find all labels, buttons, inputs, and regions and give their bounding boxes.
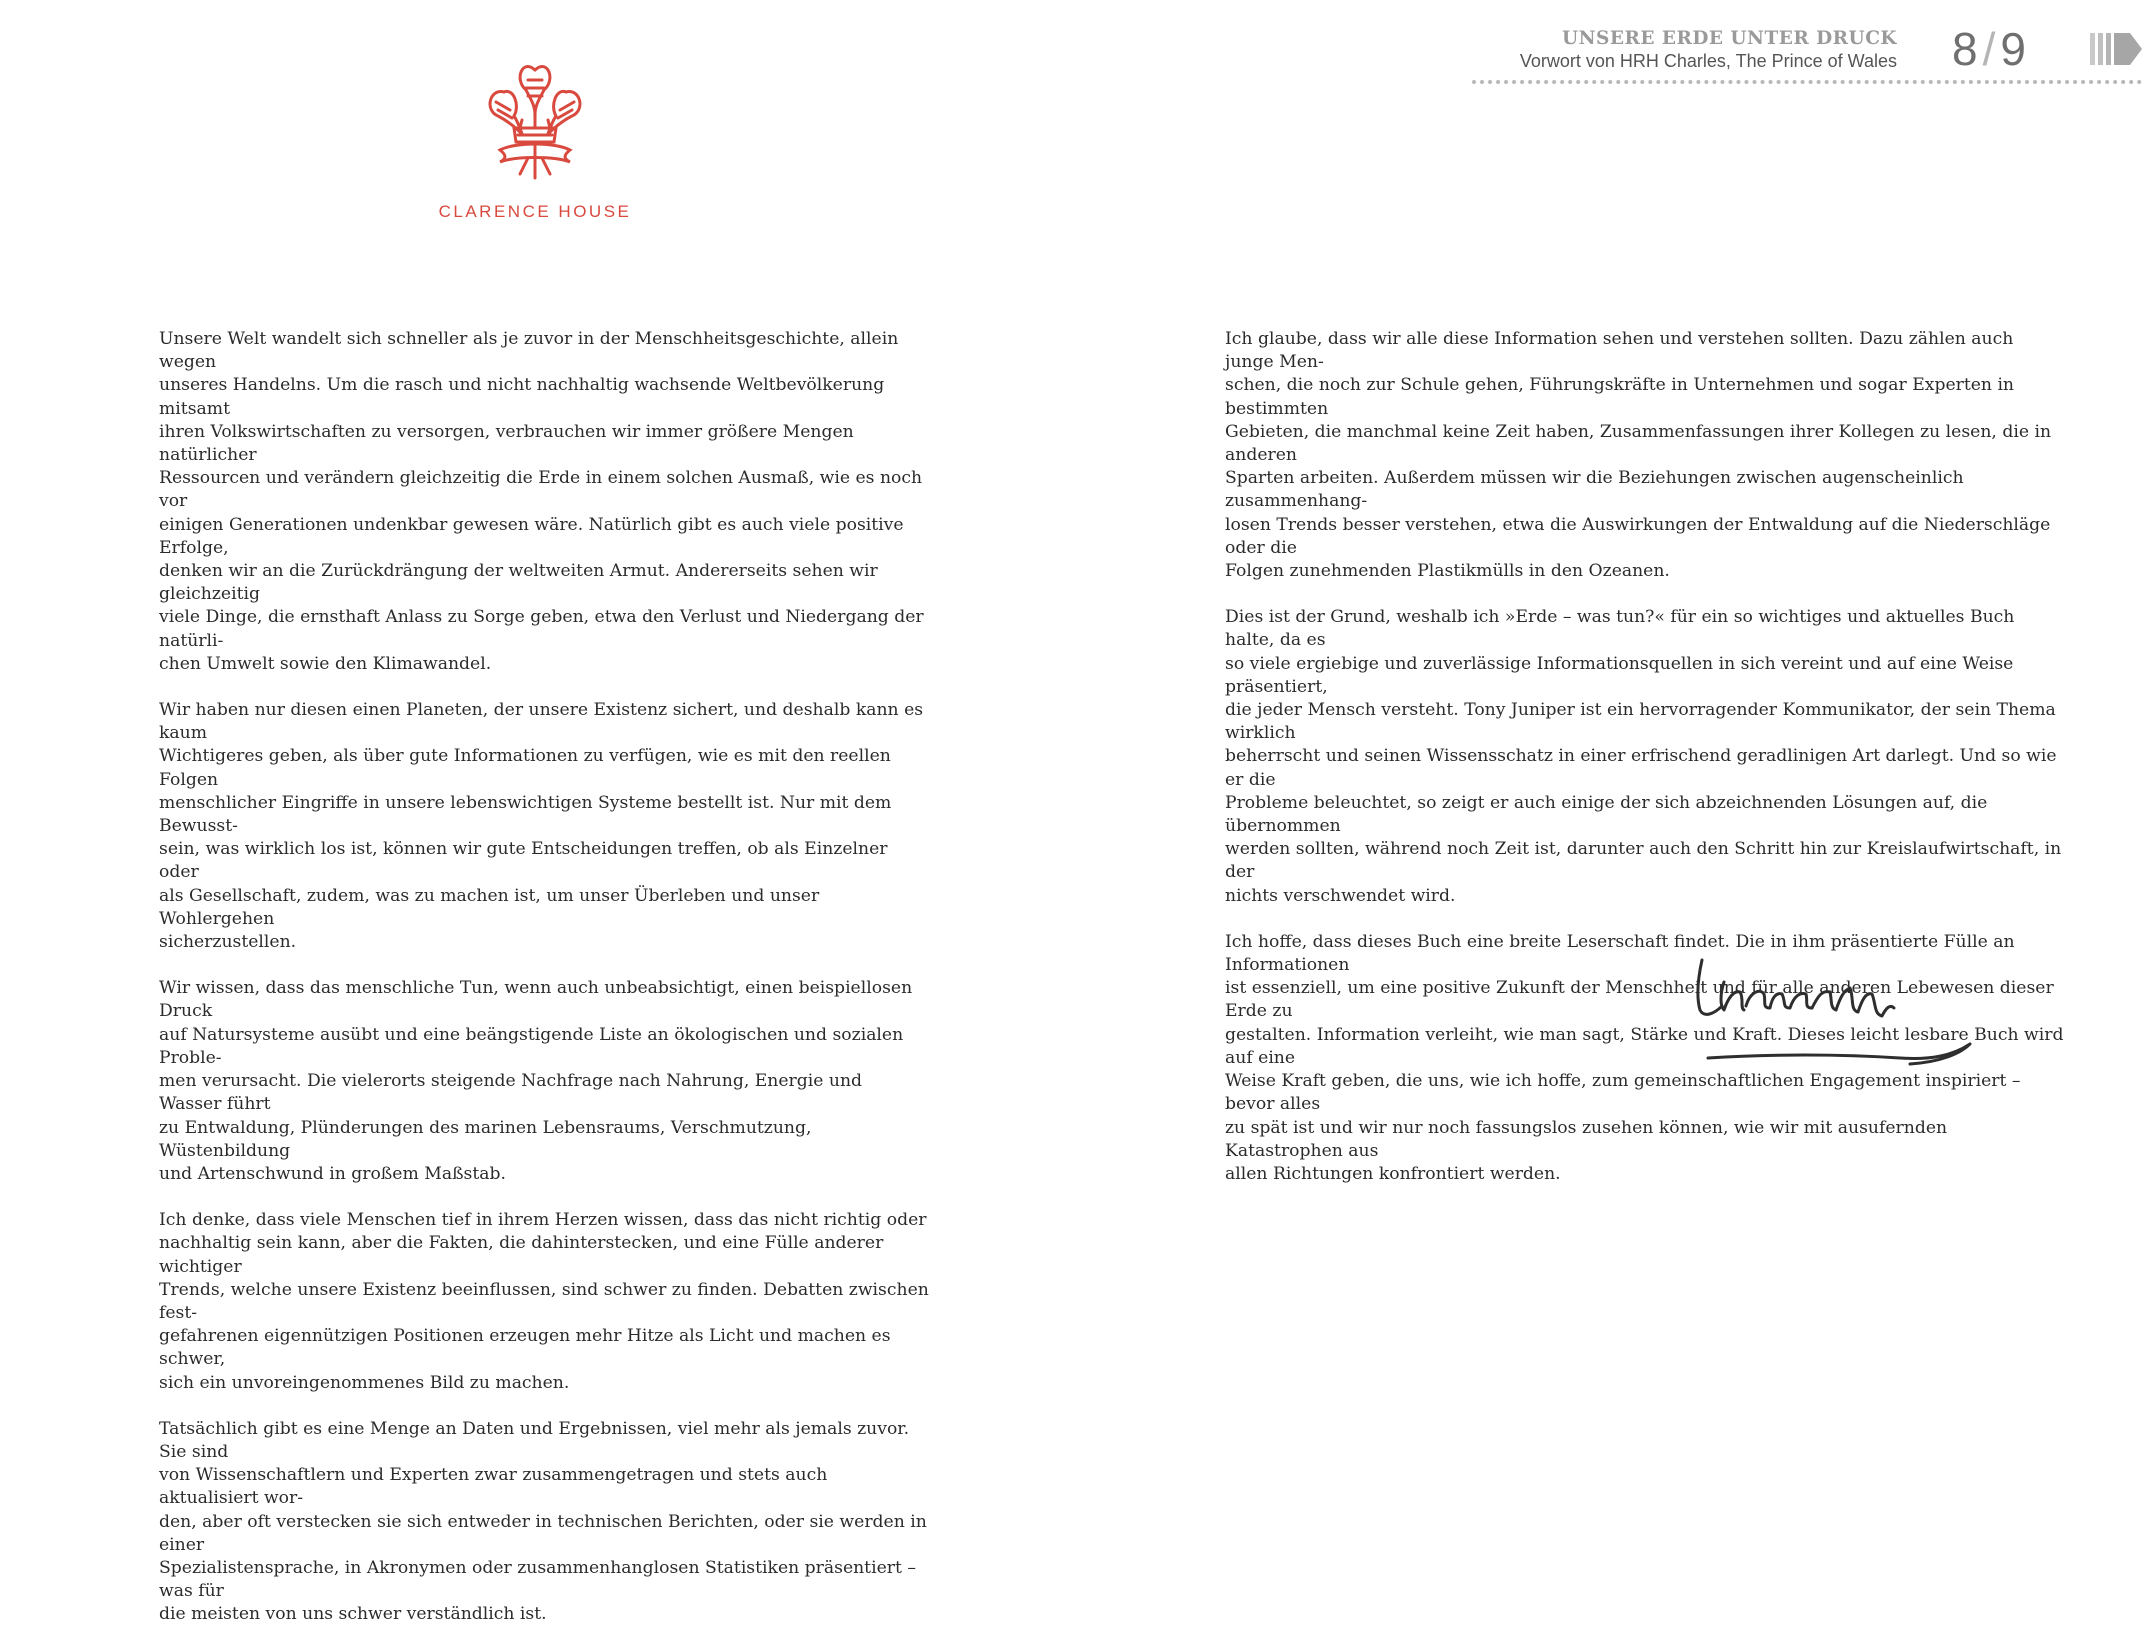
paragraph: Unsere Welt wandelt sich schneller als je zuvor in der Menschheitsgeschichte, allein wegen unseres Handelns. Um die rasch und nicht nachhaltig wachsende Weltbevölkerung mitsamt ihren Volkswirtschaften zu versorgen, verbrauchen wir immer größere Mengen natürlicher Ressourcen und verändern gleichzeitig die Erde in einem solchen Ausmaß, wie es noch vor einigen Generationen undenkbar gewesen wäre. Natürlich gibt es auch viele positive Erfolge, denken wir an die Zurückdrängung der weltweiten Armut. Andererseits sehen wir gleichzeitig viele Dinge, die ernsthaft Anlass zu Sorge geben, etwa den Verlust und Niedergang der natürli- chen Umwelt sowie den Klimawandel. bbox=[159, 329, 924, 674]
chapter-subtitle: Vorwort von HRH Charles, The Prince of Wales bbox=[1519, 51, 1897, 71]
paragraph: Wir wissen, dass das menschliche Tun, wenn auch unbeabsichtigt, einen beispiellosen Druck auf Natursysteme ausübt und eine beängstigende Liste an ökologischen und sozialen Proble- men verursacht. Die vielerorts steigende Nachfrage nach Nahrung, Energie und Wasser führt zu Entwaldung, Plünderungen des marinen Lebensraums, Verschmutzung, Wüstenbildung und Artenschwund in großem Maßstab. bbox=[159, 978, 913, 1184]
page-separator: / bbox=[1982, 23, 1997, 75]
header-dotted-rule bbox=[1472, 80, 2142, 84]
page-numbers bbox=[1952, 22, 2027, 76]
paragraph: Wir haben nur diesen einen Planeten, der unsere Existenz sichert, und deshalb kann es kaum Wichtigeres geben, als über gute Informationen zu verfügen, wie es mit den reellen Folgen menschlicher Eingriffe in unsere lebenswichtigen Systeme bestellt ist. Nur mit dem Bewusst- sein, was wirklich los ist, können wir gute Entscheidungen treffen, ob als Einzelner oder als Gesellschaft, zudem, was zu machen ist, um unser Überleben und unser Wohlergehen sicherzustellen. bbox=[159, 700, 924, 953]
prince-of-wales-feathers-icon bbox=[470, 58, 600, 183]
book-title: UNSERE ERDE UNTER DRUCK bbox=[1561, 28, 1897, 49]
clarence-house-label: CLARENCE HOUSE bbox=[438, 202, 632, 221]
page-number-left: 8 bbox=[1952, 23, 1979, 75]
paragraph: Tatsächlich gibt es eine Menge an Daten und Ergebnissen, viel mehr als jemals zuvor. Sie sind von Wissenschaftlern und Experten zwar zusammengetragen und stets auch aktualisiert wor- den, aber oft verstecken sie sich entweder in technischen Berichten, oder sie werden in einer Spezialistensprache, in Akronymen oder zusammenhanglosen Statistiken präsentiert – was für die meisten von uns schwer verständlich ist. bbox=[159, 1418, 927, 1625]
handwritten-signature-icon bbox=[1690, 948, 2010, 1083]
next-page-arrow-icon[interactable] bbox=[2090, 30, 2142, 68]
page-number-right: 9 bbox=[2000, 23, 2027, 75]
paragraph: Ich hoffe, dass dieses Buch eine breite Leserschaft findet. Die in ihm präsentierte Fülle an Informationen ist essenziell, um eine positive Zukunft der Menschheit und für alle anderen Lebewesen dieser Erde zu gestalten. Information verleiht, wie man sagt, Stärke und Kraft. Dieses leicht lesbare Buch wird auf eine Weise Kraft geben, die uns, wie ich hoffe, zum gemeinschaftlichen Engagement inspiriert – bevor alles zu spät ist und wir nur noch fassungslos zusehen können, wie wir mit ausufernden Katastrophen aus allen Richtungen konfrontiert werden. bbox=[1225, 931, 2064, 1184]
paragraph: Ich glaube, dass wir alle diese Information sehen und verstehen sollten. Dazu zählen auch junge Men- schen, die noch zur Schule gehen, Führungskräfte in Unternehmen und sogar Experten in bestimmten Gebieten, die manchmal keine Zeit haben, Zusammenfassungen ihrer Kollegen zu lesen, die in anderen Sparten arbeiten. Außerdem müssen wir die Beziehungen zwischen augenscheinlich zusammenhang- losen Trends besser verstehen, etwa die Auswirkungen der Entwaldung auf die Niederschläge oder die Folgen zunehmenden Plastikmülls in den Ozeanen. bbox=[1225, 329, 2052, 582]
paragraph: Dies ist der Grund, weshalb ich »Erde – was tun?« für ein so wichtiges und aktuelles Buch halte, da es so viele ergiebige und zuverlässige Informationsquellen in sich vereint und auf eine Weise präsentiert, die jeder Mensch versteht. Tony Juniper ist ein hervorragender Kommunikator, der sein Thema wirklich beherrscht und seinen Wissensschatz in einer erfrischend geradlinigen Art darlegt. Und so wie er die Probleme beleuchtet, so zeigt er auch einige der sich abzeichnenden Lösungen auf, die übernommen werden sollten, während noch Zeit ist, darunter auch den Schritt hin zur Kreislaufwirtschaft, in der nichts verschwendet wird. bbox=[1225, 607, 2062, 906]
left-text-column bbox=[159, 328, 929, 1650]
running-header bbox=[1520, 28, 1897, 72]
paragraph: Ich denke, dass viele Menschen tief in ihrem Herzen wissen, dass das nicht richtig oder nachhaltig sein kann, aber die Fakten, die dahinterstecken, und eine Fülle anderer wichtiger Trends, welche unsere Existenz beeinflussen, sind schwer zu finden. Debatten zwischen fest- gefahrenen eigennützigen Positionen erzeugen mehr Hitze als Licht und machen es schwer, sich ein unvoreingenommenes Bild zu machen. bbox=[159, 1210, 929, 1393]
